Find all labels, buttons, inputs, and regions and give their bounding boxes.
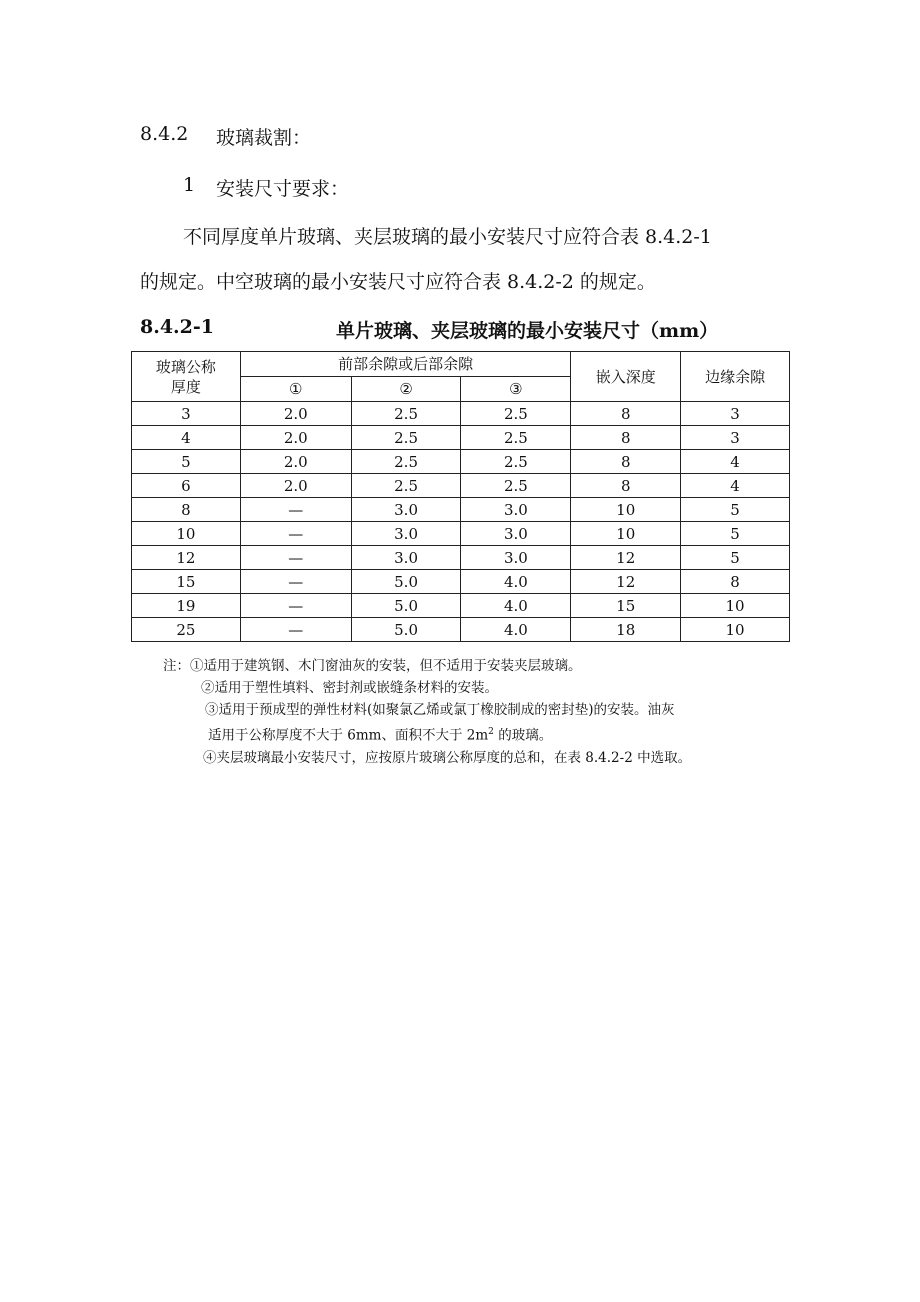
cell-clearance-2: 2.5 (351, 450, 461, 474)
cell-embed-depth: 12 (571, 546, 681, 570)
table-row (132, 618, 790, 642)
cell-thickness: 3 (132, 402, 241, 426)
table-title: 单片玻璃、夹层玻璃的最小安装尺寸（mm） (336, 320, 719, 342)
table-row (132, 570, 790, 594)
table-row (132, 450, 790, 474)
cell-clearance-1: — (240, 570, 351, 594)
item-number: 1 (183, 174, 196, 196)
cell-thickness: 6 (132, 474, 241, 498)
cell-clearance-1: 2.0 (240, 450, 351, 474)
cell-clearance-3: 3.0 (461, 498, 571, 522)
cell-edge-clearance: 10 (681, 618, 790, 642)
cell-embed-depth: 10 (571, 498, 681, 522)
cell-embed-depth: 12 (571, 570, 681, 594)
cell-thickness: 12 (132, 546, 241, 570)
paragraph-line-2: 的规定。中空玻璃的最小安装尺寸应符合表 8.4.2-2 的规定。 (140, 271, 656, 293)
cell-edge-clearance: 3 (681, 402, 790, 426)
cell-clearance-3: 4.0 (461, 618, 571, 642)
note-1: 注：①适用于建筑钢、木门窗油灰的安装，但不适用于安装夹层玻璃。 (163, 658, 582, 674)
table-body (132, 402, 790, 642)
cell-clearance-2: 5.0 (351, 618, 461, 642)
cell-thickness: 8 (132, 498, 241, 522)
cell-embed-depth: 8 (571, 402, 681, 426)
table-row (132, 522, 790, 546)
cell-clearance-2: 3.0 (351, 522, 461, 546)
cell-edge-clearance: 5 (681, 522, 790, 546)
cell-edge-clearance: 5 (681, 498, 790, 522)
note-4: ④夹层玻璃最小安装尺寸，应按原片玻璃公称厚度的总和，在表 8.4.2-2 中选取。 (203, 749, 692, 766)
cell-embed-depth: 18 (571, 618, 681, 642)
cell-clearance-3: 2.5 (461, 450, 571, 474)
cell-clearance-3: 4.0 (461, 594, 571, 618)
header-edge: 边缘余隙 (681, 352, 790, 402)
cell-edge-clearance: 10 (681, 594, 790, 618)
cell-thickness: 5 (132, 450, 241, 474)
cell-embed-depth: 8 (571, 474, 681, 498)
cell-clearance-2: 5.0 (351, 570, 461, 594)
cell-embed-depth: 10 (571, 522, 681, 546)
item-title: 安装尺寸要求： (216, 178, 350, 200)
cell-clearance-3: 2.5 (461, 426, 571, 450)
cell-clearance-1: — (240, 546, 351, 570)
section-title: 玻璃裁割： (216, 127, 312, 149)
table-row (132, 402, 790, 426)
cell-thickness: 10 (132, 522, 241, 546)
note-3: ③适用于预成型的弹性材料(如聚氯乙烯或氯丁橡胶制成的密封垫)的安装。油灰 (205, 702, 675, 718)
cell-clearance-2: 2.5 (351, 474, 461, 498)
table-row (132, 594, 790, 618)
table-row (132, 546, 790, 570)
cell-clearance-1: — (240, 594, 351, 618)
header-sub-1: ① (240, 377, 351, 402)
cell-clearance-2: 3.0 (351, 546, 461, 570)
cell-clearance-2: 3.0 (351, 498, 461, 522)
cell-thickness: 19 (132, 594, 241, 618)
header-thickness: 玻璃公称 厚度 (132, 352, 241, 402)
header-clearance: 前部余隙或后部余隙 (240, 352, 570, 377)
cell-edge-clearance: 8 (681, 570, 790, 594)
note-2: ②适用于塑性填料、密封剂或嵌缝条材料的安装。 (201, 680, 498, 696)
installation-size-table (131, 351, 790, 642)
cell-clearance-3: 4.0 (461, 570, 571, 594)
table-notes (163, 655, 691, 769)
cell-embed-depth: 8 (571, 450, 681, 474)
table-row (132, 426, 790, 450)
table-number: 8.4.2-1 (140, 316, 214, 338)
cell-embed-depth: 8 (571, 426, 681, 450)
cell-clearance-3: 2.5 (461, 402, 571, 426)
cell-clearance-2: 2.5 (351, 402, 461, 426)
cell-edge-clearance: 4 (681, 474, 790, 498)
cell-clearance-2: 5.0 (351, 594, 461, 618)
cell-clearance-1: — (240, 522, 351, 546)
cell-clearance-1: — (240, 498, 351, 522)
cell-clearance-2: 2.5 (351, 426, 461, 450)
cell-thickness: 25 (132, 618, 241, 642)
cell-thickness: 4 (132, 426, 241, 450)
cell-clearance-1: 2.0 (240, 402, 351, 426)
cell-clearance-3: 2.5 (461, 474, 571, 498)
header-sub-2: ② (351, 377, 461, 402)
cell-clearance-3: 3.0 (461, 522, 571, 546)
cell-edge-clearance: 5 (681, 546, 790, 570)
cell-clearance-1: — (240, 618, 351, 642)
cell-edge-clearance: 4 (681, 450, 790, 474)
section-number: 8.4.2 (140, 123, 189, 145)
cell-clearance-1: 2.0 (240, 474, 351, 498)
cell-thickness: 15 (132, 570, 241, 594)
note-3-continued: 适用于公称厚度不大于 6mm、面积不大于 $2m^2$ 的玻璃。 (208, 727, 553, 744)
header-sub-3: ③ (461, 377, 571, 402)
table-row (132, 474, 790, 498)
cell-edge-clearance: 3 (681, 426, 790, 450)
table-row (132, 498, 790, 522)
cell-clearance-3: 3.0 (461, 546, 571, 570)
cell-clearance-1: 2.0 (240, 426, 351, 450)
paragraph-line-1: 不同厚度单片玻璃、夹层玻璃的最小安装尺寸应符合表 8.4.2-1 (183, 226, 712, 248)
cell-embed-depth: 15 (571, 594, 681, 618)
header-depth: 嵌入深度 (571, 352, 681, 402)
